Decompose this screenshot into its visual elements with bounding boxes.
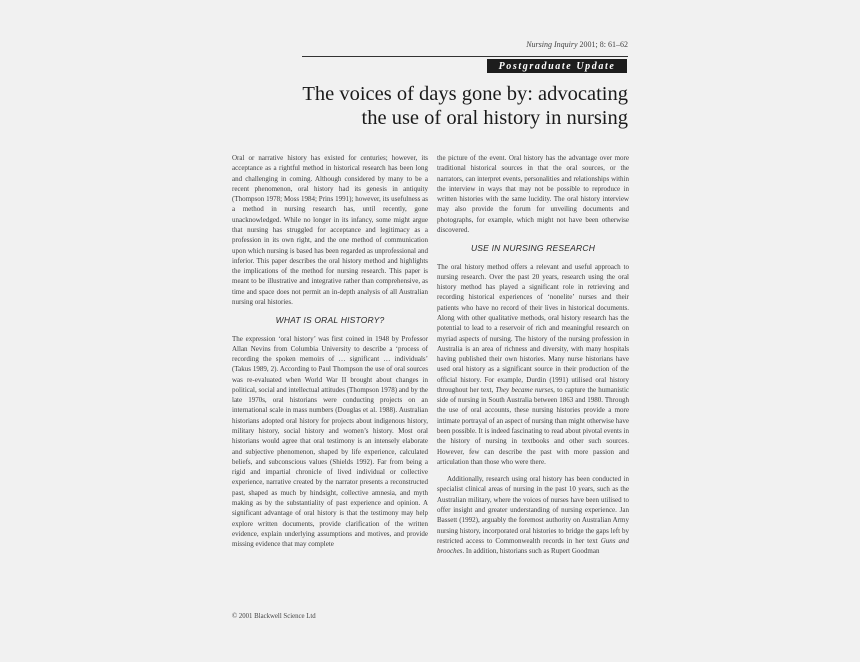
left-column <box>232 153 428 549</box>
intro-paragraph: Oral or narrative history has existed for centuries; however, its acceptance as a rightful method in historical research has been long and challenging in coming. Although considered by many to be a recent phenomenon, oral history had its genesis in antiquity (Thompson 1978; Moss 1984; Prins 1991); however, its usefulness as a method in nursing research has, until recently, gone unacknowledged. While no longer in its infancy, some might argue that nursing has struggled for acceptance and legitimacy as a profession in its own right, and the one method of communication upon which nursing is based has been regarded as unprofessional and inferior. This paper describes the oral history method and highlights the implications of the method for nursing research. This paper is meant to be illustrative and integrative rather than comprehensive, as time and space does not permit an in-depth analysis of all Australian nursing oral histories. <box>232 154 428 306</box>
journal-volume: 2001; 8: 61–62 <box>579 40 628 49</box>
para2-book-title: Guns and brooches <box>437 536 630 556</box>
research-paragraph-2 <box>437 474 629 556</box>
title-line-1: The voices of days gone by: advocating <box>302 83 628 105</box>
para1-book-title: They became nurses <box>495 385 554 394</box>
right-column <box>437 153 629 556</box>
article-title <box>208 82 628 130</box>
journal-name: Nursing Inquiry <box>526 40 578 49</box>
para2-text: Additionally, research using oral history has been conducted in specialist clinical areas of nursing in the past 10 years, such as the Australian military, where the voices of nurses have been utilised to offer insight and greater understanding of nursing experience. Jan Bassett (1992), arguably the foremost authority on Australian Army nursing history, incorporated oral histories to bridge the gaps left by restricted access to Commonwealth records in her text <box>437 475 629 545</box>
section-banner: Postgraduate Update <box>487 59 627 73</box>
para2-tail: . In addition, historians such as Rupert Goodman <box>462 547 600 556</box>
section-heading-nursing-research: USE IN NURSING RESEARCH <box>470 243 596 254</box>
title-line-2: the use of oral history in nursing <box>361 107 628 129</box>
research-paragraph-1 <box>437 262 629 468</box>
section-heading-oral-history: WHAT IS ORAL HISTORY? <box>275 315 385 326</box>
body-paragraph: The expression ‘oral history’ was first coined in 1948 by Professor Allan Nevins from Columbia University to describe a ‘process of recording the spoken memoirs of … significant … individuals’ (Takus 1989, 2). According to Paul Thompson the use of oral sources was re-evaluated when World War II brought about changes in political, social and intellectual attitudes (Thompson 1978) and by the late 1970s, oral historians were conducting projects on an international scale in mass numbers (Douglas et al. 1988). Australian historians adopted oral history for projects about indigenous history, military history, social history and women’s history. Most oral historians would agree that oral testimony is an intensely elaborate and subjective phenomenon, shaped by life experience, calculated beliefs, and subconscious values (Shields 1992). Far from being a rigid and impartial chronicle of lived individual or collective experience, narrative created by the narrator presents a reconstructed past, shaped as much by hindsight, collective amnesia, and myth making as by the substantiality of past experience and opinion. A significant advantage of oral history is that the testimony may help explore written documents, provide clarification of the written evidence, explain underlying assumptions and motives, and provide missing evidence that may complete <box>232 334 428 549</box>
para1-tail: , to capture the humanistic side of nursing in South Australia between 1863 and 1980. Through the use of oral accounts, these nursing histories provide a more intimate portrayal of an aspect of nursing than might otherwise have been possible. It is indeed fascinating to read about pivotal events in the history of nursing in textbooks and other such sources. However, few can describe the past with more passion and articulation than those who were there. <box>437 385 630 466</box>
header-rule <box>302 56 628 57</box>
para1-text: The oral history method offers a relevant and useful approach to nursing research. Over the past 20 years, research using the oral history method has played a significant role in retrieving and recording historical experiences of ‘nonelite’ nurses and their patients who have no record of their lives in historical documents. Along with other qualitative methods, oral history research has the potential to lead to a reservoir of rich and meaningful research on myriad aspects of nursing. The history of the nursing profession in Australia is an area of richness and diversity, with many hospitals having published their own histories. Many nurse historians have used oral history as a significant source in their production of the official history. For example, Durdin (1991) utilised oral history throughout her text, <box>437 262 629 394</box>
journal-citation <box>526 40 628 49</box>
copyright-footer: © 2001 Blackwell Science Ltd <box>232 613 316 620</box>
continuation-paragraph: the picture of the event. Oral history has the advantage over more traditional historical sources in that the oral sources, or the narrators, can interpret events, personalities and relationships within the interview in ways that may not be possible to reproduce in written histories with the same lucidity. The oral history interview may also provide the forum for unveiling documents and photographs, for example, which might not have been otherwise discovered. <box>437 154 629 234</box>
